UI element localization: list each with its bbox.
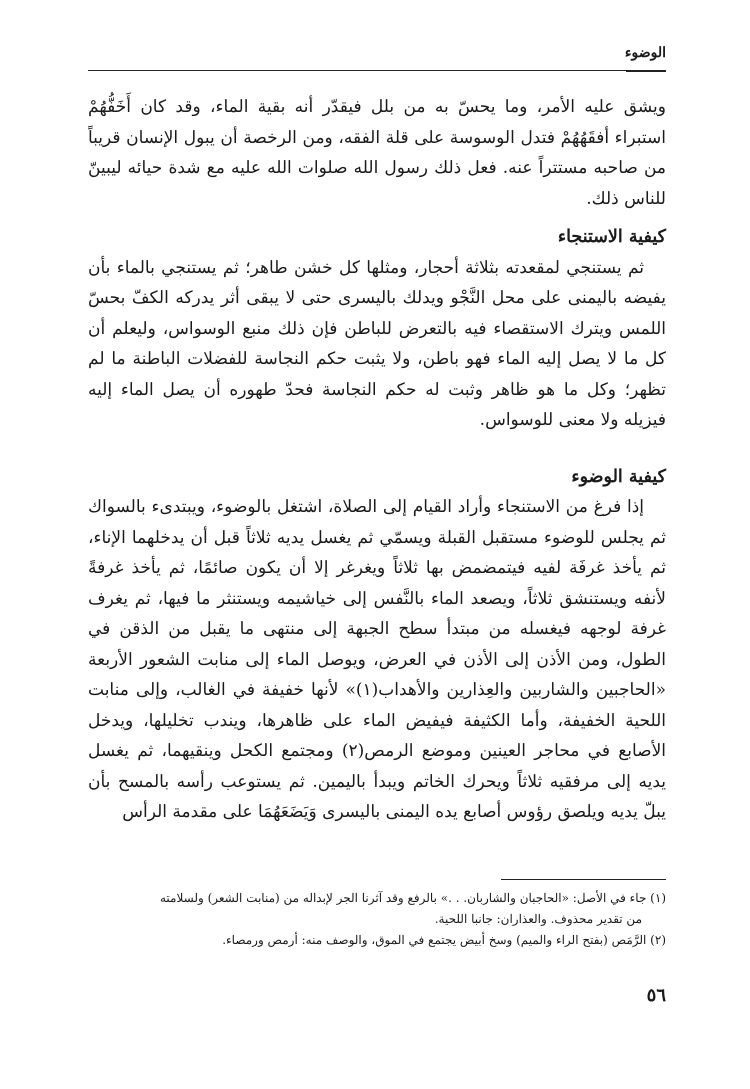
page-number: ٥٦ [646, 985, 666, 1006]
section-heading-istinja: كيفية الاستنجاء [557, 227, 666, 247]
header-rule [88, 70, 666, 71]
section-heading-wudu: كيفية الوضوء [571, 466, 666, 487]
footnote-1-continuation: من تقدير محذوف. والعذاران: جانبا اللحية. [434, 912, 642, 926]
footnote-1: (١) جاء في الأصل: «الحاجبان والشاربان. . .» بالرفع وقد آثرنا الجر لإبداله من (منابت الشعر) ولسلامته [159, 891, 666, 905]
page-body [88, 92, 666, 828]
paragraph-wudu: إذا فرغ من الاستنجاء وأراد القيام إلى الصلاة، اشتغل بالوضوء، ويبتدىء بالسواك ثم يجلس للوضوء مستقبل القبلة ويسمّي ثم يغسل يديه ثلاثاً قبل أن يدخلهما الإناء، ثم يأخذ غرفَة لفيه فيتمضمض بها ثلاثاً ويغرغر إلا أن يكون صائمًا، ثم يأخذ غرفةً لأنفه ويستنشق ثلاثاً، ويصعد الماء بالنَّفس إلى خياشيمه ويستنثر ما فيها، ثم يغرف غرفة لوجهه فيغسله من مبتدأ سطح الجبهة إلى منتهى ما يقبل من الذقن في الطول، ومن الأذن إلى الأذن في العرض، ويوصل الماء إلى منابت الشعور الأربعة «الحاجبين والشاربين والعِذارين والأهداب(١)» لأنها خفيفة في الغالب، وإلى منابت اللحية الخفيفة، وأما الكثيفة فيفيض الماء على ظاهرها، ويندب تخليلها، ويدخل الأصابع في محاجر العينين وموضع الرمص(٢) ومجتمع الكحل وينقيهما، ثم يغسل يديه إلى مرفقيه ثلاثاً ويحرك الخاتم ويبدأ باليمين. ثم يستوعب رأسه بالمسح بأن يبلّ يديه ويلصق رؤوس أصابع يده اليمنى باليسرى وَيَضَعَهُمَا على مقدمة الرأس [88, 497, 667, 822]
footnote-2: (٢) الرَّمَص (بفتح الراء والميم) وسخ أبيض يجتمع في الموق، والوصف منه: أرمص ورمصاء. [222, 933, 666, 947]
paragraph-istinja: ثم يستنجي لمقعدته بثلاثة أحجار، ومثلها كل خشن طاهر؛ ثم يستنجي بالماء بأن يفيضه باليمنى على محل النَّجْو ويدلك باليسرى حتى لا يبقى أثر يدركه الكفّ بحسّ اللمس ويترك الاستقصاء فيه بالتعرض للباطن فإن ذلك منبع الوسواس، وليعلم أن كل ما لا يصل إليه الماء فهو باطن، ولا يثبت حكم النجاسة للفضلات الباطنة ما لم تظهر؛ وكل ما هو ظاهر وثبت له حكم النجاسة فحدّ طهوره أن يصل الماء إليه فيزيله ولا معنى للوسواس. [88, 257, 666, 430]
running-title: الوضوء [624, 45, 666, 61]
footnotes [88, 888, 666, 951]
paragraph-continuation: ويشق عليه الأمر، وما يحسّ به من بلل فيقدّر أنه بقية الماء، وقد كان أَخَفُّهُمْ استبراء أفقَهُهُمْ فتدل الوسوسة على قلة الفقه، ومن الرخصة أن يبول الإنسان قريباً من صاحبه مستتراً عنه. فعل ذلك رسول الله صلوات الله عليه مع شدة حيائه ليبينّ للناس ذلك. [88, 97, 666, 209]
footnote-rule [501, 879, 666, 880]
